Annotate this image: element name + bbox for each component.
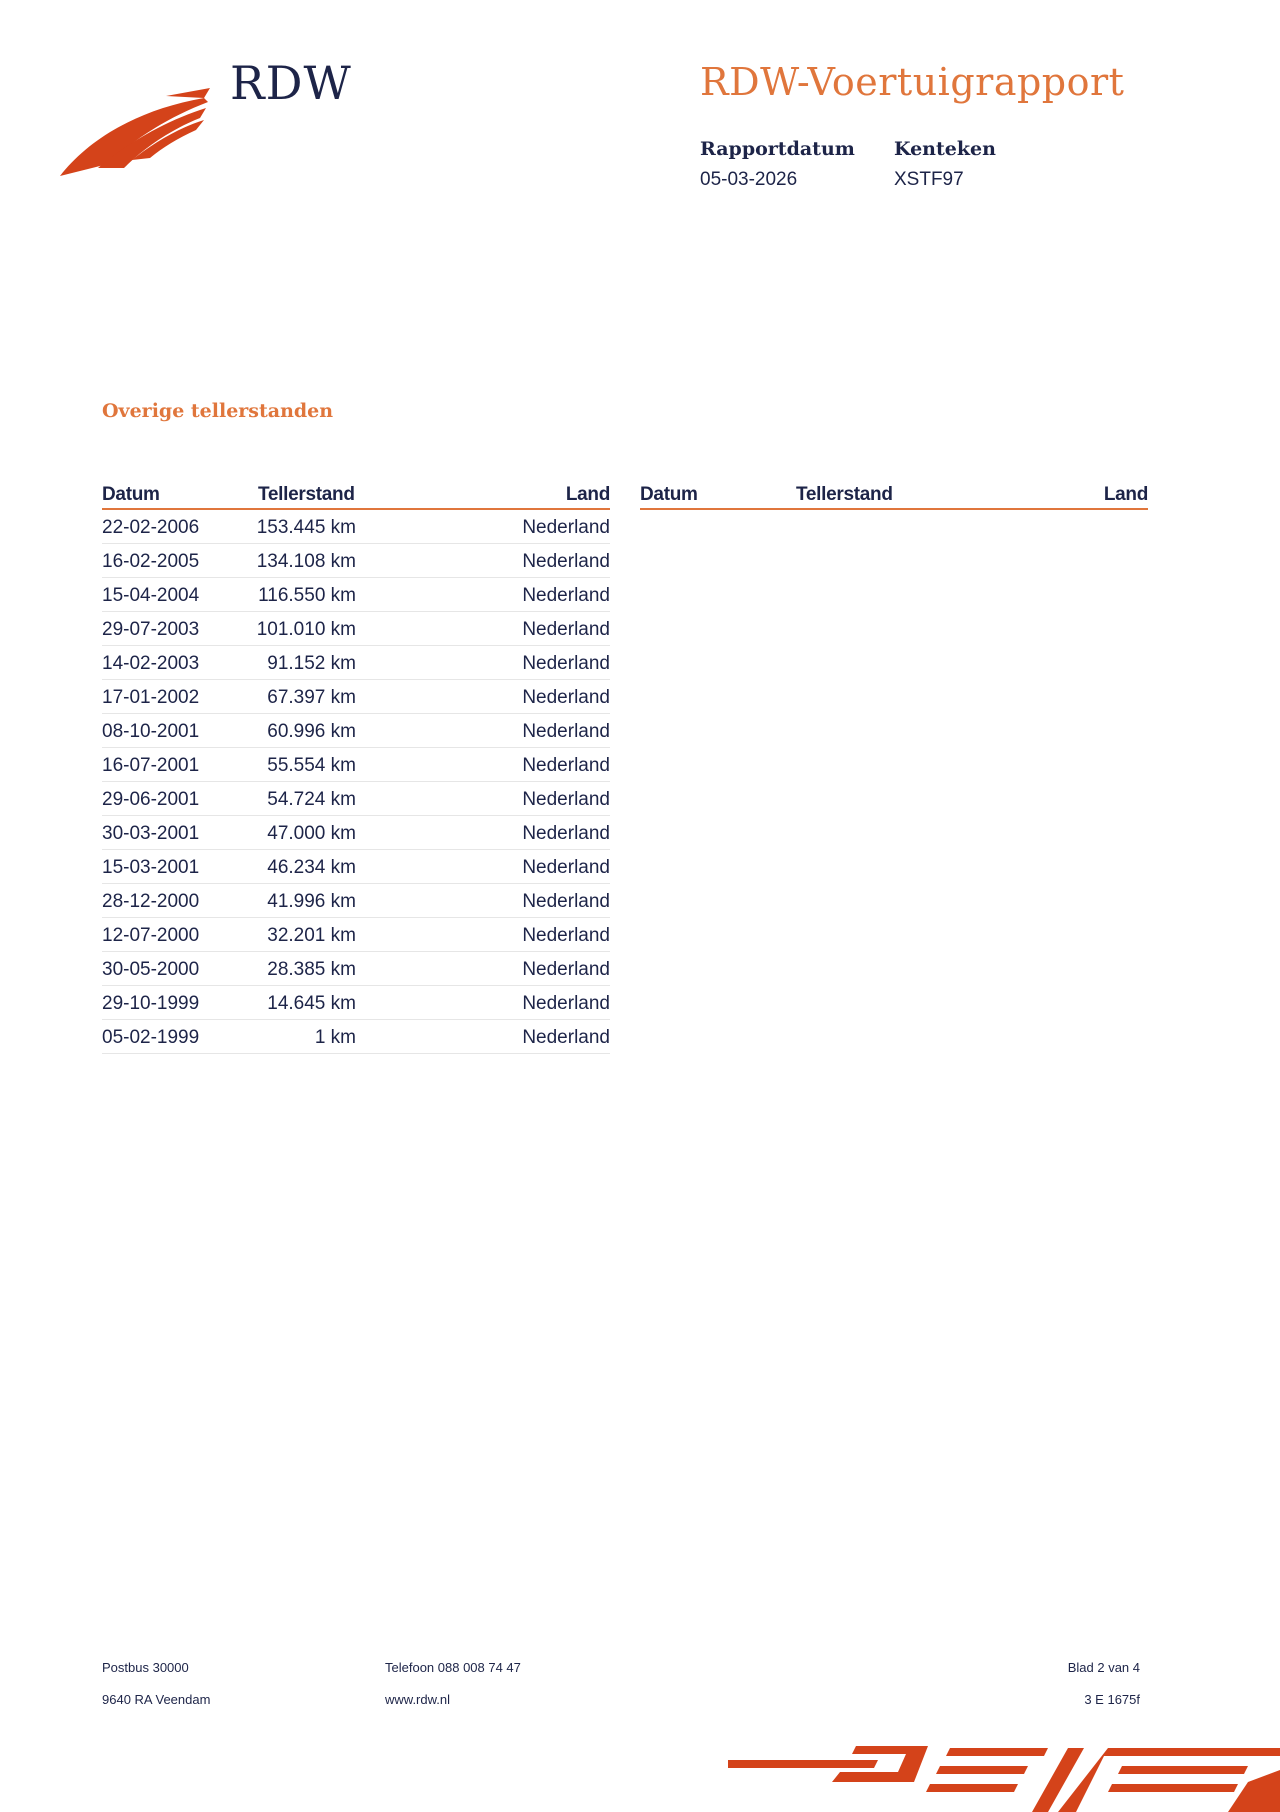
footer-document-code: 3 E 1675f — [1084, 1692, 1140, 1707]
row-country: Nederland — [522, 517, 610, 538]
page-title: RDW-Voertuigrapport — [700, 60, 1125, 104]
row-date: 22-02-2006 — [102, 517, 200, 538]
row-country: Nederland — [522, 857, 610, 878]
row-odometer: 67.397 km — [267, 687, 356, 708]
row-country: Nederland — [522, 721, 610, 742]
rdw-logo — [58, 54, 358, 164]
row-odometer: 91.152 km — [267, 653, 356, 674]
row-date: 17-01-2002 — [102, 687, 200, 708]
table-row — [102, 680, 610, 714]
table-row — [102, 782, 610, 816]
footer-website-link[interactable]: www.rdw.nl — [385, 1692, 451, 1707]
row-date: 29-06-2001 — [102, 789, 200, 810]
row-odometer: 14.645 km — [267, 993, 356, 1014]
row-country: Nederland — [522, 619, 610, 640]
row-country: Nederland — [522, 1027, 610, 1048]
table-header — [102, 484, 610, 510]
row-date: 29-10-1999 — [102, 993, 200, 1014]
row-country: Nederland — [522, 959, 610, 980]
row-odometer: 46.234 km — [267, 857, 356, 878]
row-country: Nederland — [522, 789, 610, 810]
table-row — [102, 612, 610, 646]
row-date: 05-02-1999 — [102, 1027, 200, 1048]
footer-address-line-1: Postbus 30000 — [102, 1660, 189, 1675]
rdw-wing-logo-icon — [58, 72, 218, 182]
row-country: Nederland — [522, 823, 610, 844]
column-header-tellerstand: Tellerstand — [796, 484, 893, 505]
row-date: 15-04-2004 — [102, 585, 200, 606]
row-country: Nederland — [522, 993, 610, 1014]
row-date: 30-03-2001 — [102, 823, 200, 844]
row-country: Nederland — [522, 925, 610, 946]
row-odometer: 55.554 km — [267, 755, 356, 776]
rdw-corner-stripes-icon — [728, 1742, 1280, 1812]
table-row — [102, 714, 610, 748]
row-date: 16-07-2001 — [102, 755, 200, 776]
table-row — [102, 578, 610, 612]
row-country: Nederland — [522, 687, 610, 708]
row-odometer: 153.445 km — [256, 517, 356, 538]
report-date-value: 05-03-2026 — [700, 169, 798, 190]
row-odometer: 32.201 km — [267, 925, 356, 946]
table-row — [102, 816, 610, 850]
plate-label: Kenteken — [894, 138, 996, 160]
table-row — [102, 884, 610, 918]
row-odometer: 47.000 km — [267, 823, 356, 844]
table-row — [102, 952, 610, 986]
table-header — [640, 484, 1148, 510]
column-header-datum: Datum — [640, 484, 698, 505]
row-date: 15-03-2001 — [102, 857, 200, 878]
row-date: 16-02-2005 — [102, 551, 200, 572]
footer-phone: Telefoon 088 008 74 47 — [385, 1660, 521, 1675]
row-date: 29-07-2003 — [102, 619, 200, 640]
plate-value: XSTF97 — [894, 169, 964, 190]
row-date: 08-10-2001 — [102, 721, 200, 742]
logo-text: RDW — [230, 56, 352, 110]
odometer-table-left — [102, 484, 610, 1054]
row-country: Nederland — [522, 585, 610, 606]
table-row — [102, 544, 610, 578]
table-row — [102, 646, 610, 680]
row-date: 14-02-2003 — [102, 653, 200, 674]
row-odometer: 101.010 km — [256, 619, 356, 640]
table-row — [102, 748, 610, 782]
row-country: Nederland — [522, 551, 610, 572]
table-row — [102, 510, 610, 544]
report-date-block — [700, 138, 855, 191]
plate-block — [894, 138, 996, 191]
row-country: Nederland — [522, 891, 610, 912]
row-odometer: 60.996 km — [267, 721, 356, 742]
column-header-tellerstand: Tellerstand — [258, 484, 355, 505]
column-header-land: Land — [565, 484, 610, 505]
footer-page-number: Blad 2 van 4 — [1067, 1660, 1140, 1675]
row-odometer: 116.550 km — [258, 585, 356, 606]
row-odometer: 28.385 km — [267, 959, 356, 980]
row-odometer: 54.724 km — [267, 789, 356, 810]
column-header-datum: Datum — [102, 484, 160, 505]
row-country: Nederland — [522, 755, 610, 776]
table-body — [102, 510, 610, 1054]
row-odometer: 41.996 km — [267, 891, 356, 912]
report-date-label: Rapportdatum — [700, 138, 855, 160]
row-odometer: 134.108 km — [256, 551, 356, 572]
row-date: 30-05-2000 — [102, 959, 200, 980]
row-odometer: 1 km — [314, 1027, 356, 1048]
footer-address-line-2: 9640 RA Veendam — [102, 1692, 211, 1707]
odometer-table-right — [640, 484, 1148, 510]
row-country: Nederland — [522, 653, 610, 674]
column-header-land: Land — [1103, 484, 1148, 505]
row-date: 28-12-2000 — [102, 891, 200, 912]
table-row — [102, 918, 610, 952]
row-date: 12-07-2000 — [102, 925, 200, 946]
table-row — [102, 1020, 610, 1054]
table-row — [102, 986, 610, 1020]
section-title: Overige tellerstanden — [102, 400, 334, 422]
table-row — [102, 850, 610, 884]
